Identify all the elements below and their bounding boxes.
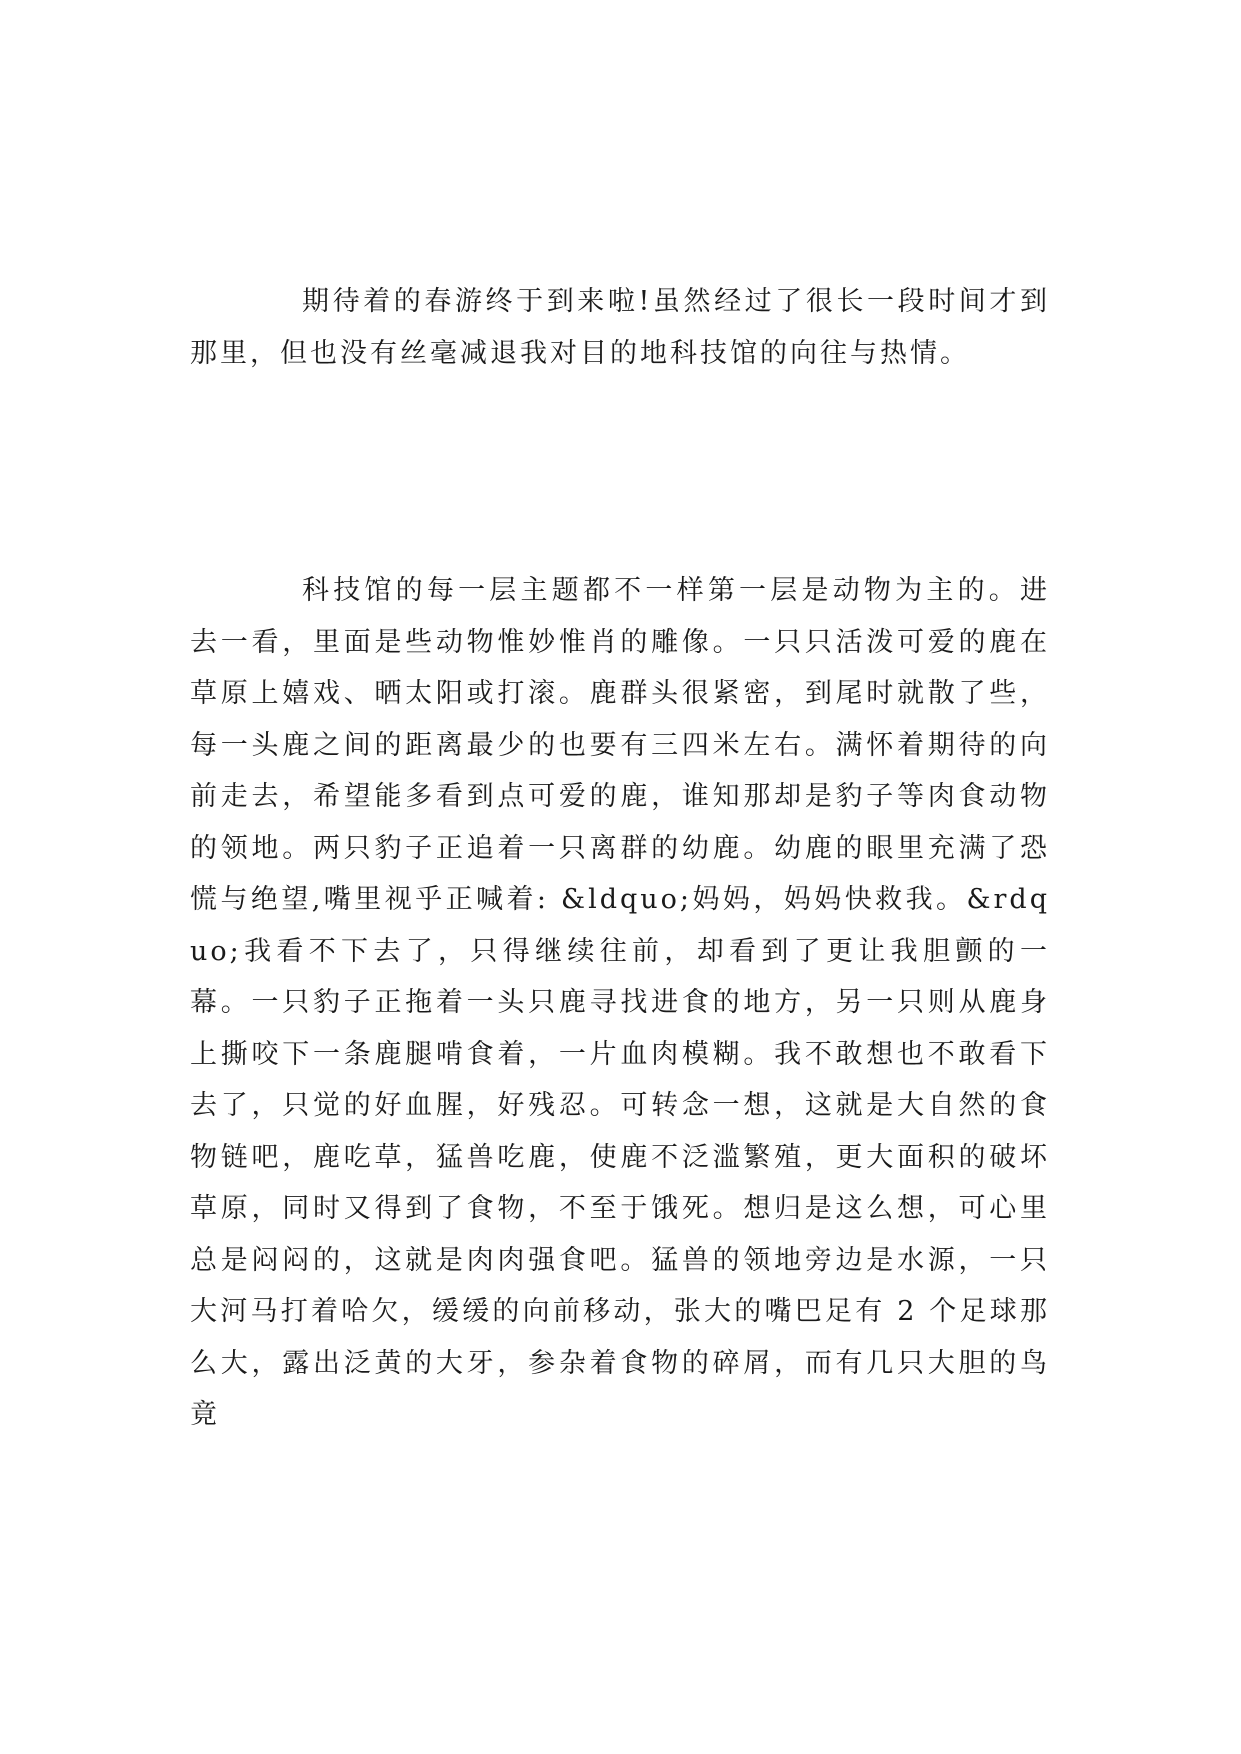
body-paragraph-2: 科技馆的每一层主题都不一样第一层是动物为主的。进去一看，里面是些动物惟妙惟肖的雕像。一只只活泼可爱的鹿在草原上嬉戏、晒太阳或打滚。鹿群头很紧密，到尾时就散了些，每一头鹿之间的距离最少的也要有三四米左右。满怀着期待的向前走去，希望能多看到点可爱的鹿，谁知那却是豹子等肉食动物的领地。两只豹子正追着一只离群的幼鹿。幼鹿的眼里充满了恐慌与绝望,嘴里视乎正喊着: &ldquo;妈妈，妈妈快救我。&rdquo;我看不下去了，只得继续往前，却看到了更让我胆颤的一幕。一只豹子正拖着一头只鹿寻找进食的地方，另一只则从鹿身上撕咬下一条鹿腿啃食着，一片血肉模糊。我不敢想也不敢看下去了，只觉的好血腥，好残忍。可转念一想，这就是大自然的食物链吧，鹿吃草，猛兽吃鹿，使鹿不泛滥繁殖，更大面积的破坏草原，同时又得到了食物，不至于饿死。想归是这么想，可心里总是闷闷的，这就是肉肉强食吧。猛兽的领地旁边是水源，一只大河马打着哈欠，缓缓的向前移动，张大的嘴巴足有 2 个足球那么大，露出泛黄的大牙，参杂着食物的碎屑，而有几只大胆的鸟竟 — [190, 575, 1050, 1430]
body-paragraph-1: 期待着的春游终于到来啦!虽然经过了很长一段时间才到那里，但也没有丝毫减退我对目的地科技馆的向往与热情。 — [190, 286, 1050, 369]
